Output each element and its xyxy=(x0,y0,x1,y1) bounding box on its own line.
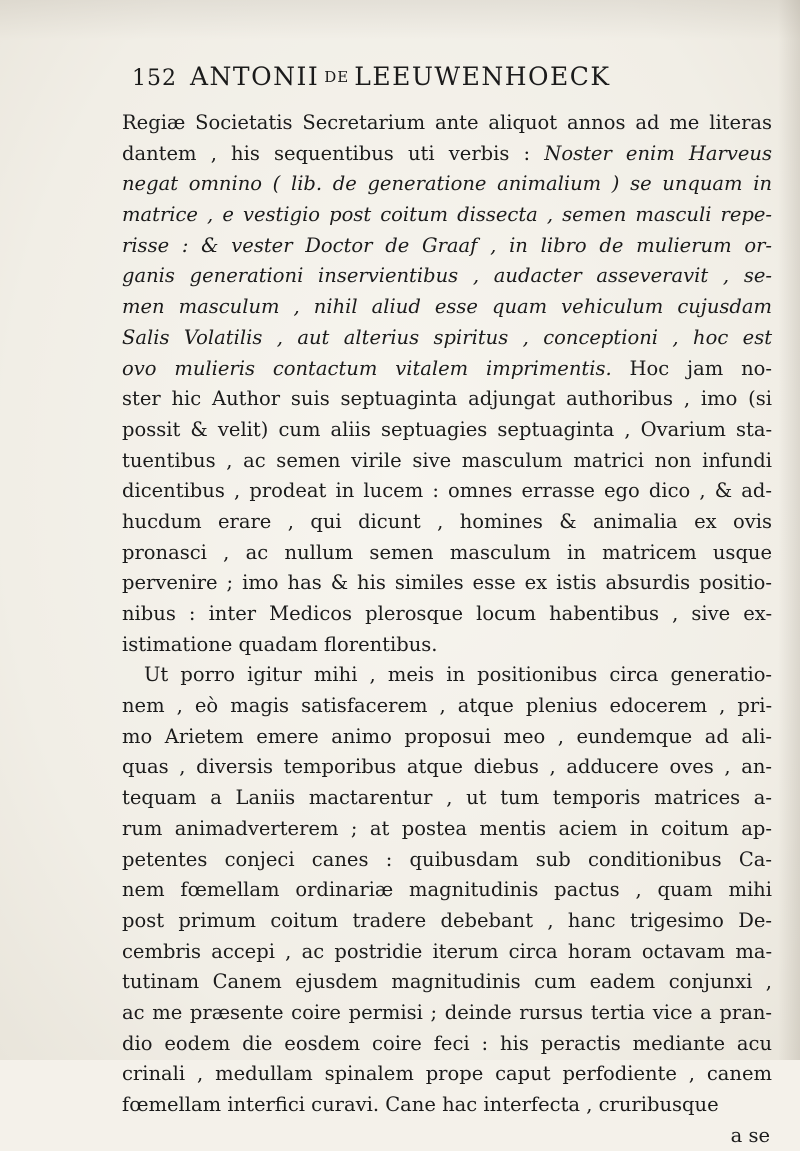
text-line xyxy=(122,415,772,446)
italic-text: negat omnino ( lib. de generatione animalium ) se unquam in xyxy=(122,172,773,196)
text-segment: tequam a Laniis mactarentur , ut tum temporis matrices a- xyxy=(122,786,773,810)
text-line xyxy=(122,384,772,415)
text-line xyxy=(122,261,772,292)
text-line xyxy=(122,783,772,814)
text-segment: dio eodem die eosdem coire feci : his peractis mediante acu xyxy=(122,1031,773,1055)
text-segment: mo Arietem emere animo proposui meo , eundemque ad ali- xyxy=(122,724,773,748)
text-segment: istimatione quadam florentibus. xyxy=(122,632,438,656)
text-line xyxy=(122,568,772,599)
text-segment: crinali , medullam spinalem prope caput perfodiente , canem xyxy=(122,1062,773,1086)
text-line xyxy=(122,937,772,968)
text-line xyxy=(122,660,772,691)
text-line xyxy=(122,814,772,845)
text-segment: cembris accepi , ac postridie iterum circa horam octavam ma- xyxy=(122,939,773,963)
text-line xyxy=(122,906,772,937)
text-segment: possit & velit) cum aliis septuagies septuaginta , Ovarium sta- xyxy=(122,417,773,441)
page-shadow-top xyxy=(0,0,800,40)
page-header xyxy=(132,62,752,96)
text-segment: dicentibus , prodeat in lucem : omnes errasse ego dico , & ad- xyxy=(122,479,772,503)
text-line xyxy=(122,691,772,722)
text-segment: petentes conjeci canes : quibusdam sub conditionibus Ca- xyxy=(122,847,772,871)
italic-text: ganis generationi inservientibus , audacter asseveravit , se- xyxy=(122,264,772,288)
text-segment: pronasci , ac nullum semen masculum in matricem usque xyxy=(122,540,773,564)
text-line xyxy=(122,200,772,231)
text-segment: fœmellam interfici curavi. Cane hac interfecta , cruribusque xyxy=(122,1093,719,1116)
italic-text: Salis Volatilis , aut alterius spiritus , conceptioni , hoc est xyxy=(122,325,773,349)
body-text xyxy=(122,108,772,1151)
italic-text: risse : & vester Doctor de Graaf , in libro de mulierum or- xyxy=(122,233,772,257)
running-head xyxy=(190,62,611,91)
text-line xyxy=(122,845,772,876)
text-line xyxy=(122,354,772,385)
text-segment: hucdum erare , qui dicunt , homines & animalia ex ovis xyxy=(122,509,773,533)
running-head-author-first: ANTONII xyxy=(190,62,320,91)
text-line xyxy=(122,722,772,753)
text-segment: nem fœmellam ordinariæ magnitudinis pactus , quam mihi xyxy=(122,878,772,902)
text-line xyxy=(122,967,772,998)
text-line xyxy=(122,1059,772,1090)
text-segment: post primum coitum tradere debebant , hanc trigesimo De- xyxy=(122,908,772,932)
text-line xyxy=(122,752,772,783)
text-segment: quas , diversis temporibus atque diebus , adducere oves , an- xyxy=(122,755,772,779)
text-segment: pervenire ; imo has & his similes esse ex istis absurdis positio- xyxy=(122,571,773,595)
text-segment: dantem , his sequentibus uti verbis : xyxy=(122,141,545,165)
text-line xyxy=(122,998,772,1029)
text-segment: nibus : inter Medicos plerosque locum habentibus , sive ex- xyxy=(122,602,773,625)
text-line xyxy=(122,476,772,507)
text-line xyxy=(122,1090,772,1121)
text-line xyxy=(122,108,772,139)
text-line xyxy=(122,538,772,569)
text-line xyxy=(122,875,772,906)
running-head-author-last: LEEUWENHOECK xyxy=(354,62,611,91)
text-segment: ster hic Author suis septuaginta adjungat authoribus , imo (si xyxy=(122,387,772,411)
text-segment: nem , eò magis satisfacerem , atque plenius edocerem , pri- xyxy=(122,694,773,718)
text-segment: Regiæ Societatis Secretarium ante aliquot annos ad me literas xyxy=(122,111,773,134)
text-line xyxy=(122,169,772,200)
text-line xyxy=(122,630,772,661)
running-head-de: DE xyxy=(324,68,350,86)
text-line xyxy=(122,599,772,630)
text-segment: tutinam Canem ejusdem magnitudinis cum eadem conjunxi , xyxy=(122,970,773,994)
italic-text: ovo mulieris contactum vitalem imprimentis. xyxy=(122,356,630,380)
text-segment: ac me præsente coire permisi ; deinde rursus tertia vice a pran- xyxy=(122,1000,773,1024)
text-line xyxy=(122,446,772,477)
text-segment: Hoc jam no- xyxy=(629,356,772,380)
catchword: a se xyxy=(730,1123,770,1147)
italic-text: men masculum , nihil aliud esse quam vehiculum cujusdam xyxy=(122,295,773,319)
text-segment: tuentibus , ac semen virile sive masculum matrici non infundi xyxy=(122,448,772,472)
italic-text: matrice , e vestigio post coitum dissecta , semen masculi repe- xyxy=(122,203,772,227)
text-line xyxy=(122,323,772,354)
text-line xyxy=(122,1029,772,1060)
page-number: 152 xyxy=(132,66,177,91)
text-line xyxy=(122,292,772,323)
text-line xyxy=(122,231,772,262)
page-shadow-right xyxy=(778,0,800,1060)
italic-text: Noster enim Harveus xyxy=(544,141,772,165)
text-segment: rum animadverterem ; at postea mentis aciem in coitum ap- xyxy=(122,816,772,840)
text-line xyxy=(122,507,772,538)
text-segment: Ut porro igitur mihi , meis in positionibus circa generatio- xyxy=(144,663,773,687)
text-line xyxy=(122,139,772,170)
